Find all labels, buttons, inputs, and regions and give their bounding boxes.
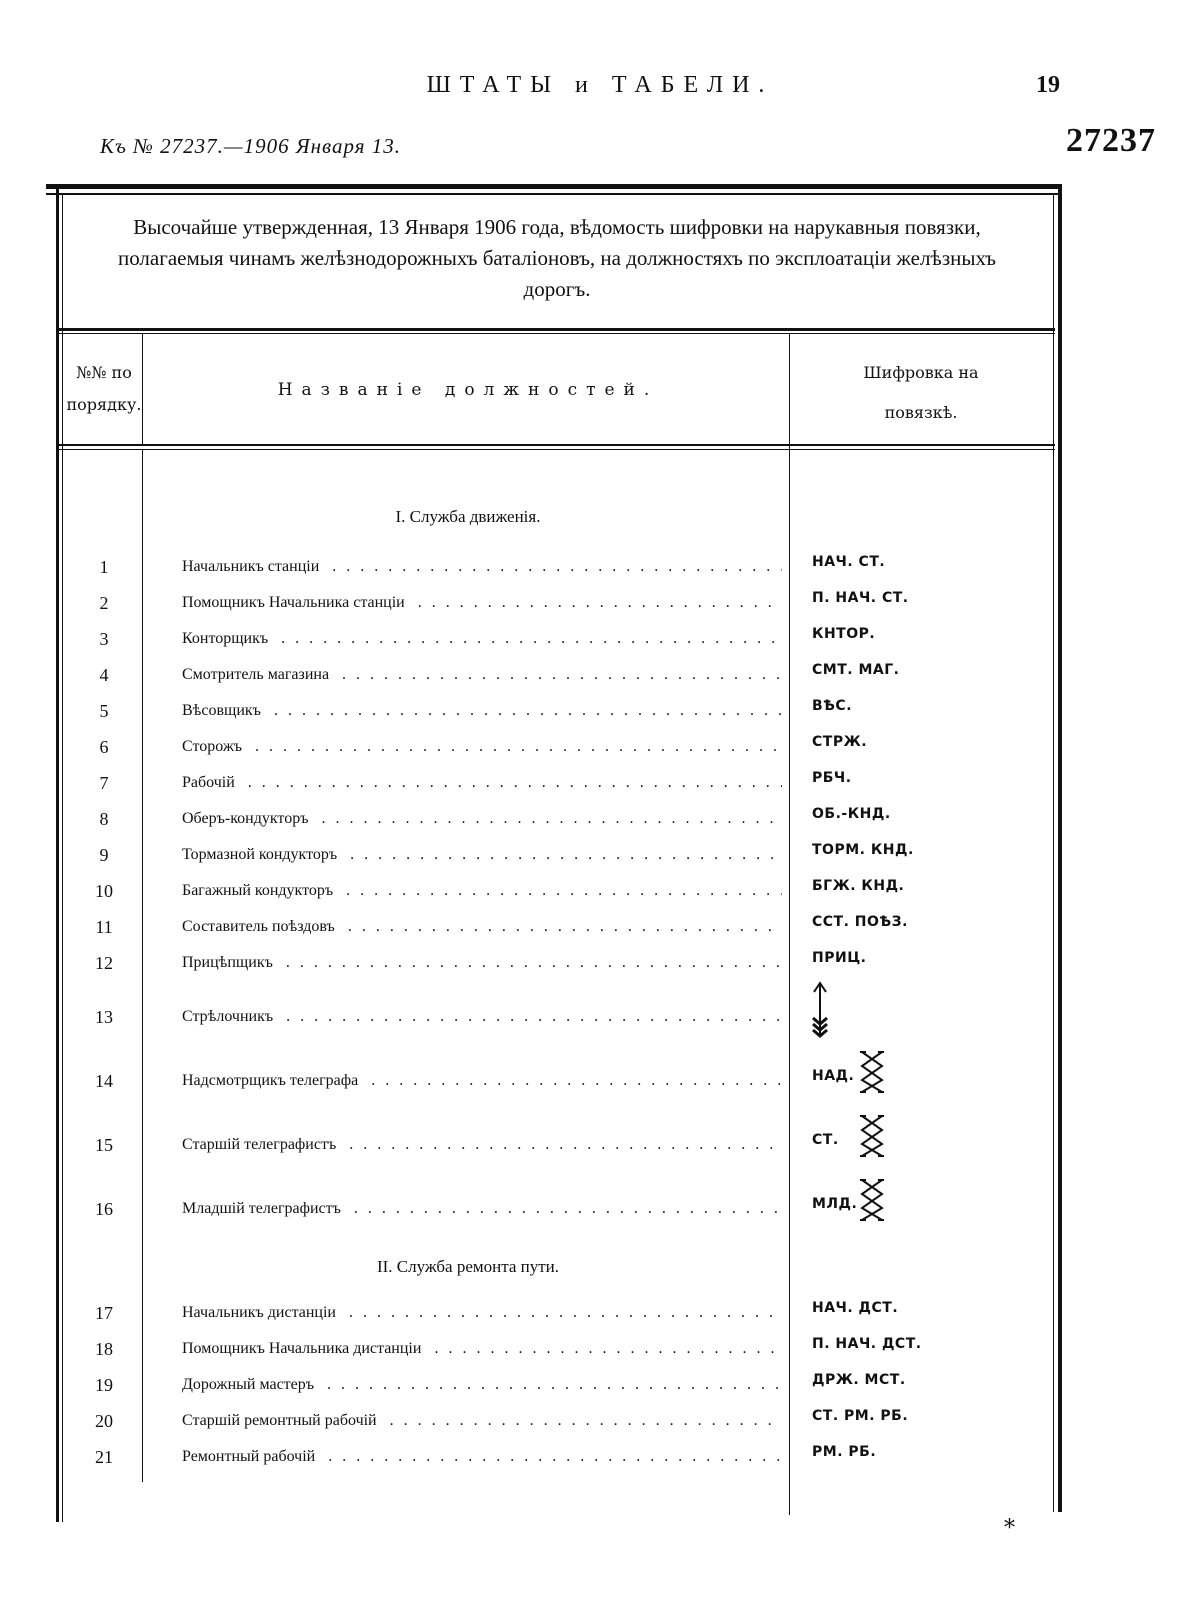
row-number: 21 <box>95 1447 113 1467</box>
section-title-traffic: I. Служба движенія. <box>395 507 541 526</box>
row-cipher: П. НАЧ. СТ. <box>812 590 909 606</box>
telegraph-wires-icon <box>858 1178 886 1222</box>
row-position-name <box>182 594 782 612</box>
row-position-label: Младшій телеграфистъ <box>182 1200 347 1217</box>
row-position-name <box>182 1136 782 1154</box>
arrow-icon <box>808 980 832 1040</box>
row-number: 10 <box>95 881 113 901</box>
row-cipher: ВѢС. <box>812 698 853 714</box>
row-number: 20 <box>95 1411 113 1431</box>
row-position-label: Дорожный мастеръ <box>182 1376 320 1393</box>
row-cipher: ССТ. ПОѢЗ. <box>812 914 908 930</box>
row-number: 17 <box>95 1303 113 1323</box>
row-cipher: МЛД. <box>812 1196 858 1212</box>
footnote-mark: * <box>1004 1516 1015 1541</box>
column-header-number <box>66 357 142 421</box>
row-position-label: Начальникъ станціи <box>182 558 325 575</box>
row-position-name <box>182 702 782 720</box>
frame-top-rule-inner <box>46 193 1062 195</box>
row-cipher: СТ. <box>812 1132 839 1148</box>
row-position-name <box>182 810 782 828</box>
column-header-number-line2: порядку. <box>66 395 142 414</box>
row-position-name <box>182 1340 782 1358</box>
row-position-name <box>182 846 782 864</box>
row-position-label: Сторожъ <box>182 738 248 755</box>
row-number: 5 <box>99 701 109 721</box>
row-cipher: ТОРМ. КНД. <box>812 842 914 858</box>
row-position-label: Вѣсовщикъ <box>182 702 267 719</box>
row-position-label: Багажный кондукторъ <box>182 882 339 899</box>
row-number: 11 <box>95 917 113 937</box>
row-position-label: Старшій телеграфистъ <box>182 1136 342 1153</box>
row-position-name <box>182 1376 782 1394</box>
row-position-name <box>182 738 782 756</box>
row-position-label: Рабочій <box>182 774 241 791</box>
row-position-name <box>182 1304 782 1322</box>
decree-reference: Къ № 27237.—1906 Января 13. <box>100 134 401 158</box>
row-position-label: Конторщикъ <box>182 630 274 647</box>
row-number: 12 <box>95 953 113 973</box>
column-divider-number <box>142 333 143 445</box>
row-cipher: НАЧ. СТ. <box>812 554 886 570</box>
row-position-name <box>182 1072 782 1090</box>
row-cipher: КНТОР. <box>812 626 876 642</box>
row-number: 9 <box>99 845 109 865</box>
column-header-rule-inner <box>59 449 1055 450</box>
row-position-label: Помощникъ Начальника дистанціи <box>182 1340 427 1357</box>
row-number: 2 <box>99 593 109 613</box>
row-number: 13 <box>95 1007 113 1027</box>
row-cipher: РБЧ. <box>812 770 852 786</box>
heading-rule-inner <box>59 333 1055 334</box>
row-cipher: БГЖ. КНД. <box>812 878 905 894</box>
decree-number: 27237 <box>1066 122 1156 159</box>
heading-rule <box>59 328 1055 331</box>
column-header-rule <box>59 444 1055 446</box>
page-number: 19 <box>1036 72 1060 98</box>
section-title-track-repair: II. Служба ремонта пути. <box>376 1257 560 1276</box>
heading-line-2: полагаемыя чинамъ желѣзнодорожныхъ баталіоновъ, на должностяхъ по эксплоатаціи желѣзныхъ <box>117 246 997 270</box>
frame-right-rule-inner <box>1053 195 1054 1512</box>
row-cipher: СМТ. МАГ. <box>812 662 900 678</box>
row-position-name <box>182 1412 782 1430</box>
column-header-cipher <box>792 353 1050 433</box>
row-position-name <box>182 882 782 900</box>
row-position-name <box>182 1448 782 1466</box>
row-position-name <box>182 954 782 972</box>
heading-line-3: дорогъ. <box>523 277 591 301</box>
row-position-label: Оберъ-кондукторъ <box>182 810 314 827</box>
row-cipher: СТ. РМ. РБ. <box>812 1408 909 1424</box>
row-number: 7 <box>99 773 109 793</box>
row-position-name <box>182 666 782 684</box>
row-position-label: Надсмотрщикъ телеграфа <box>182 1072 364 1089</box>
column-header-cipher-line1: Шифровка на <box>863 363 979 382</box>
row-cipher: РМ. РБ. <box>812 1444 877 1460</box>
row-cipher: ПРИЦ. <box>812 950 867 966</box>
row-cipher: П. НАЧ. ДСТ. <box>812 1336 922 1352</box>
row-position-label: Начальникъ дистанціи <box>182 1304 342 1321</box>
row-number: 14 <box>95 1071 113 1091</box>
column-divider-number-body <box>142 450 143 1482</box>
frame-right-rule <box>1058 184 1062 1512</box>
frame-left-rule-inner <box>62 195 63 1522</box>
frame-top-rule <box>46 184 1062 189</box>
row-cipher: СТРЖ. <box>812 734 868 750</box>
row-position-name <box>182 1200 782 1218</box>
row-position-name <box>182 1008 782 1026</box>
row-position-name <box>182 630 782 648</box>
row-position-name <box>182 558 782 576</box>
heading-line-1: Высочайше утвержденная, 13 Января 1906 года, вѣдомость шифровки на нарукавныя повязки, <box>133 215 981 239</box>
row-number: 4 <box>99 665 109 685</box>
row-position-label: Тормазной кондукторъ <box>182 846 343 863</box>
row-number: 19 <box>95 1375 113 1395</box>
row-cipher: НАЧ. ДСТ. <box>812 1300 899 1316</box>
row-number: 18 <box>95 1339 113 1359</box>
row-cipher: ДРЖ. МСТ. <box>812 1372 906 1388</box>
row-position-name <box>182 774 782 792</box>
document-heading <box>66 212 1048 305</box>
row-position-label: Стрѣлочникъ <box>182 1008 279 1025</box>
row-number: 8 <box>99 809 109 829</box>
column-header-number-line1: №№ по <box>76 363 132 382</box>
row-position-label: Помощникъ Начальника станціи <box>182 594 411 611</box>
row-cipher: ОБ.-КНД. <box>812 806 891 822</box>
row-cipher: НАД. <box>812 1068 855 1084</box>
row-number: 1 <box>99 557 109 577</box>
row-position-label: Смотритель магазина <box>182 666 335 683</box>
column-header-position: Названіе должностей. <box>277 380 659 400</box>
row-number: 3 <box>99 629 109 649</box>
frame-left-rule <box>56 184 59 1522</box>
row-position-label: Составитель поѣздовъ <box>182 918 341 935</box>
column-header-cipher-line2: повязкѣ. <box>884 403 958 422</box>
row-number: 16 <box>95 1199 113 1219</box>
telegraph-wires-icon <box>858 1114 886 1158</box>
row-position-name <box>182 918 782 936</box>
row-position-label: Прицѣпщикъ <box>182 954 279 971</box>
page-title: ШТАТЫ и ТАБЕЛИ. <box>426 72 774 98</box>
row-position-label: Старшій ремонтный рабочій <box>182 1412 383 1429</box>
telegraph-wires-icon <box>858 1050 886 1094</box>
row-number: 6 <box>99 737 109 757</box>
row-position-label: Ремонтный рабочій <box>182 1448 321 1465</box>
row-number: 15 <box>95 1135 113 1155</box>
